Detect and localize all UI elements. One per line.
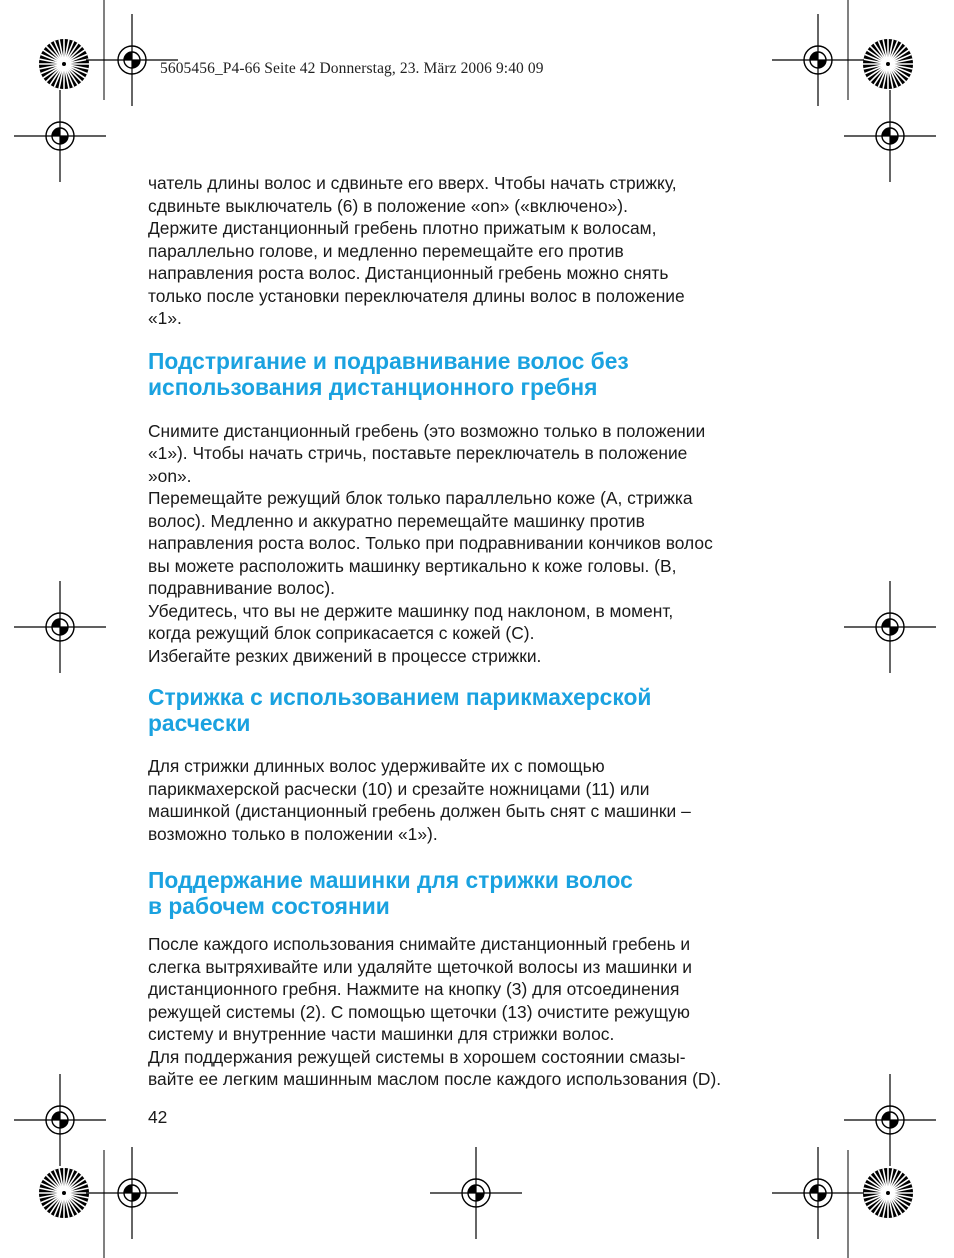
section3-paragraph-2: Для поддержания режущей системы в хорошем состоянии смазы- вайте ее легким машинным маслом после каждого использования (D). <box>148 1046 722 1089</box>
intro-paragraph: чатель длины волос и сдвиньте его вверх. Чтобы начать стрижку, сдвиньте выключатель (6) в положение «on» («включено»). Держите дистанционный гребень плотно прижатым к волосам, параллельно голове, и медленно перемещайте его против направления роста волос. Дистанционный гребень можно снять только после установки переключателя длины волос в положение «1». <box>148 173 685 328</box>
section2-paragraph-1: Для стрижки длинных волос удерживайте их с помощью парикмахерской расчески (10) и срезайте ножницами (11) или машинкой (дистанционный гребень должен быть снят с машинки – возможно только в положении «1»). <box>148 756 691 844</box>
section-heading-maintenance: Поддержание машинки для стрижки волос в рабочем состоянии <box>148 867 633 919</box>
page-content <box>148 172 828 1091</box>
print-slug-line: 5605456_P4-66 Seite 42 Donnerstag, 23. März 2006 9:40 09 <box>160 60 544 77</box>
section3-paragraph-1: После каждого использования снимайте дистанционный гребень и слегка вытряхивайте или удаляйте щеточкой волосы из машинки и дистанционного гребня. Нажмите на кнопку (3) для отсоединения режущей системы (2). С помощью щеточки (13) очистите режущую систему и внутренние части машинки для стрижки волос. <box>148 934 692 1044</box>
starburst-icon <box>39 39 89 89</box>
section1-paragraph-2: Перемещайте режущий блок только параллельно коже (А, стрижка волос). Медленно и аккуратно перемещайте машинку против направления роста волос. Только при подравнивании кончиков волос вы можете расположить машинку вертикально к коже головы. (В, подравнивание волос). <box>148 488 713 598</box>
section1-paragraph-1: Снимите дистанционный гребень (это возможно только в положении «1»). Чтобы начать стричь, поставьте переключатель в положение »on». <box>148 420 706 486</box>
section1-paragraph-4: Избегайте резких движений в процессе стрижки. <box>148 645 542 666</box>
starburst-icon <box>863 39 913 89</box>
page-number: 42 <box>148 1107 168 1127</box>
starburst-icon <box>39 1168 89 1218</box>
section-heading-comb-cutting: Стрижка с использованием парикмахерской расчески <box>148 684 652 736</box>
starburst-icon <box>863 1168 913 1218</box>
section1-paragraph-3: Убедитесь, что вы не держите машинку под наклоном, в момент, когда режущий блок соприкасается с кожей (С). <box>148 600 674 643</box>
section-heading-trimming: Подстригание и подравнивание волос без использования дистанционного гребня <box>148 347 629 400</box>
